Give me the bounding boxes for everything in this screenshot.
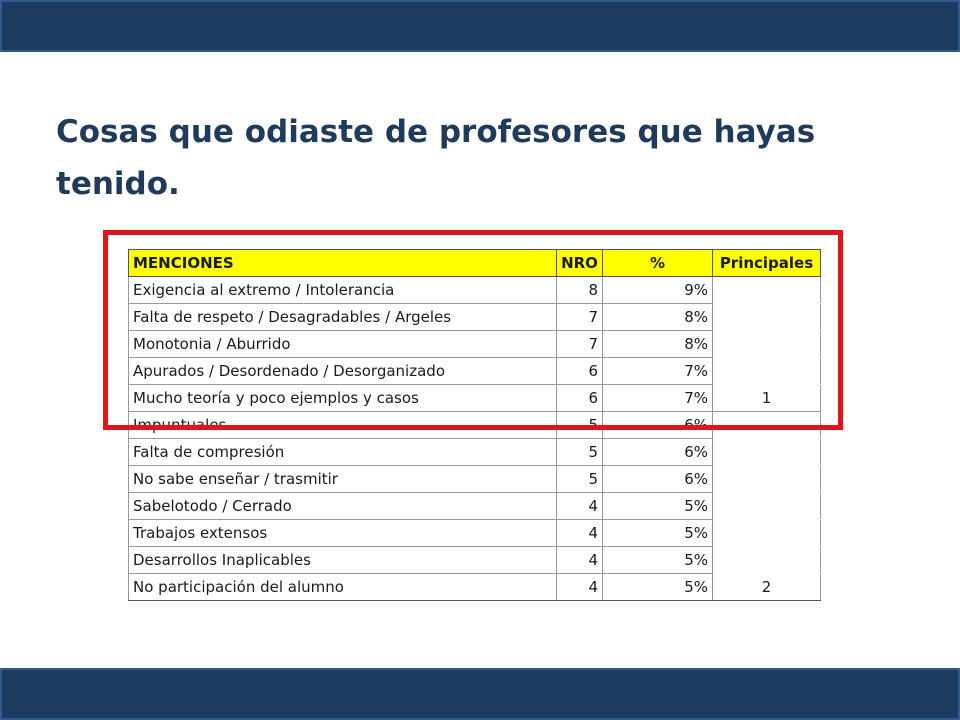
cell-mencion: Apurados / Desordenado / Desorganizado xyxy=(129,358,557,385)
cell-mencion: No participación del alumno xyxy=(129,574,557,601)
cell-pct: 9% xyxy=(603,277,713,304)
cell-pct: 6% xyxy=(603,412,713,439)
cell-principal xyxy=(713,493,821,520)
table-row xyxy=(129,520,821,547)
cell-pct: 6% xyxy=(603,439,713,466)
cell-principal: 1 xyxy=(713,385,821,412)
cell-pct: 5% xyxy=(603,520,713,547)
cell-nro: 5 xyxy=(557,439,603,466)
cell-pct: 7% xyxy=(603,385,713,412)
cell-pct: 5% xyxy=(603,574,713,601)
cell-pct: 7% xyxy=(603,358,713,385)
cell-mencion: Falta de respeto / Desagradables / Argeles xyxy=(129,304,557,331)
cell-nro: 7 xyxy=(557,304,603,331)
cell-mencion: Monotonia / Aburrido xyxy=(129,331,557,358)
cell-mencion: Trabajos extensos xyxy=(129,520,557,547)
header-menciones: MENCIONES xyxy=(129,250,557,277)
cell-nro: 4 xyxy=(557,493,603,520)
header-pct: % xyxy=(603,250,713,277)
cell-principal: 2 xyxy=(713,574,821,601)
cell-nro: 5 xyxy=(557,412,603,439)
cell-pct: 8% xyxy=(603,304,713,331)
top-banner xyxy=(0,0,960,52)
cell-nro: 8 xyxy=(557,277,603,304)
cell-pct: 8% xyxy=(603,331,713,358)
highlight-frame xyxy=(103,230,843,430)
cell-nro: 5 xyxy=(557,466,603,493)
cell-nro: 4 xyxy=(557,574,603,601)
cell-mencion: Impuntuales xyxy=(129,412,557,439)
table-row xyxy=(129,439,821,466)
slide-title: Cosas que odiaste de profesores que hayas tenido. xyxy=(56,114,816,202)
table-row xyxy=(129,547,821,574)
cell-mencion: Desarrollos Inaplicables xyxy=(129,547,557,574)
cell-nro: 4 xyxy=(557,520,603,547)
header-principales: Principales xyxy=(713,250,821,277)
cell-mencion: Falta de compresión xyxy=(129,439,557,466)
cell-principal xyxy=(713,520,821,547)
cell-mencion: Mucho teoría y poco ejemplos y casos xyxy=(129,385,557,412)
cell-mencion: Exigencia al extremo / Intolerancia xyxy=(129,277,557,304)
cell-principal xyxy=(713,466,821,493)
bottom-banner xyxy=(0,668,960,720)
table-row xyxy=(129,466,821,493)
cell-mencion: Sabelotodo / Cerrado xyxy=(129,493,557,520)
cell-mencion: No sabe enseñar / trasmitir xyxy=(129,466,557,493)
cell-nro: 7 xyxy=(557,331,603,358)
cell-nro: 6 xyxy=(557,385,603,412)
cell-nro: 4 xyxy=(557,547,603,574)
table-row xyxy=(129,574,821,601)
cell-pct: 5% xyxy=(603,493,713,520)
cell-nro: 6 xyxy=(557,358,603,385)
cell-pct: 6% xyxy=(603,466,713,493)
table-row xyxy=(129,493,821,520)
cell-principal xyxy=(713,547,821,574)
header-nro: NRO xyxy=(557,250,603,277)
cell-principal xyxy=(713,439,821,466)
cell-pct: 5% xyxy=(603,547,713,574)
